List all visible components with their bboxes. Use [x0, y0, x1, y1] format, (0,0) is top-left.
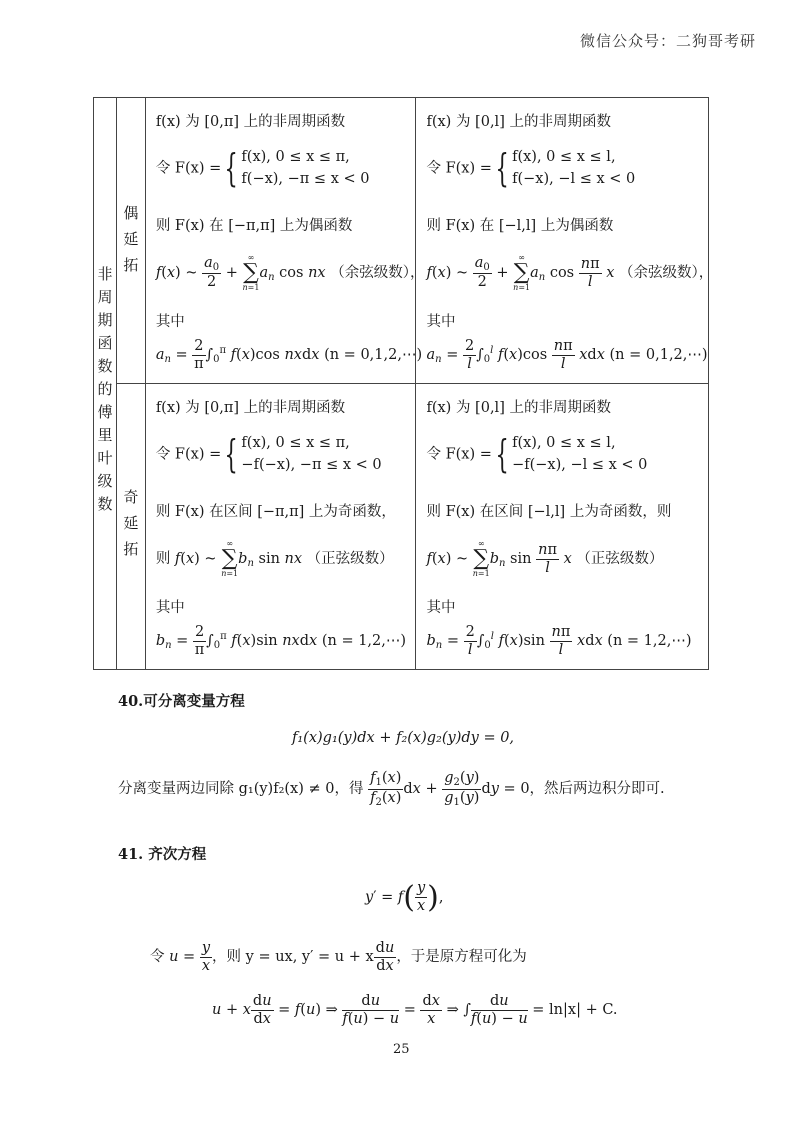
section-40-equation: f₁(x)g₁(y)dx + f₂(x)g₂(y)dy = 0, — [292, 730, 515, 746]
odd-left-conclusion: 则 F(x) 在区间 [−π,π] 上为奇函数， — [155, 504, 396, 520]
even-left-where: 其中 — [155, 314, 185, 330]
odd-right-conclusion: 则 F(x) 在区间 [−l,l] 上为奇函数，则 — [426, 504, 672, 520]
odd-left-premise: f(x) 为 [0,π] 上的非周期函数 — [155, 400, 346, 416]
odd-right-definition: 令 F(x) ={ f(x), 0 ≤ x ≤ l, −f(−x), −l ≤ x < 0 — [426, 432, 648, 477]
even-left-premise: f(x) 为 [0,π] 上的非周期函数 — [155, 114, 346, 130]
page-header-source: 微信公众号：二狗哥考研 — [579, 32, 756, 50]
odd-label: 奇 延 拓 — [123, 488, 139, 558]
odd-label-cell — [116, 384, 145, 670]
group-label-cell — [94, 98, 117, 670]
even-right-premise: f(x) 为 [0,l] 上的非周期函数 — [426, 114, 611, 130]
page-number: 25 — [393, 1042, 410, 1057]
odd-right-coefficient: $b_n$ = $\frac{2}{l}$ $\int_0^l$ f(x)sin $\frac{n\pi}{l}$ xdx (n = 1,2,⋯) — [426, 624, 692, 658]
even-right-definition: 令 F(x) ={ f(x), 0 ≤ x ≤ l, f(−x), −l ≤ x < 0 — [426, 146, 636, 191]
odd-right-premise: f(x) 为 [0,l] 上的非周期函数 — [426, 400, 611, 416]
group-label: 非 周 期 函 数 的 傅 里 叶 级 数 — [97, 265, 113, 513]
section-40-separation: 分离变量两边同除 g₁(y)f₂(x) ≠ 0，得 $\frac{f_1(x)}{f_2(x)}$ dx + $\frac{g_2(y)}{g_1(y)}$ dy = 0，然后两边积分即可. — [118, 770, 665, 808]
section-41-equation: y′ = f( $\frac{y}{x}$ ), — [365, 880, 444, 915]
odd-left-cell — [145, 384, 416, 670]
section-40-title: 40.可分离变量方程 — [118, 693, 245, 710]
odd-right-series: f(x) ~ ∞ ∑ n=1 $b_n$ sin $\frac{n\pi}{l}$ x （正弦级数） — [426, 539, 664, 578]
odd-left-coefficient: $b_n$ = $\frac{2}{\pi}$ $\int_0^\pi$ f(x)sin nxdx (n = 1,2,⋯) — [155, 624, 407, 658]
odd-right-where: 其中 — [426, 600, 456, 616]
even-label: 偶 延 拓 — [123, 204, 139, 274]
odd-left-where: 其中 — [155, 600, 185, 616]
section-41-title: 41. 齐次方程 — [118, 846, 207, 863]
section-41-result: u + x $\frac{du}{dx}$ = f(u) ⇒ $\frac{du}{f(u) - u}$ = $\frac{dx}{x}$ ⇒ ∫ $\frac{du}{f(u) - u}$ = ln|x| + C. — [212, 993, 618, 1027]
even-right-series: f(x) ~ $\frac{a_0}{2}$ + ∞ ∑ n=1 $a_n$ cos $\frac{n\pi}{l}$ x （余弦级数）， — [426, 253, 714, 292]
even-label-cell — [116, 98, 145, 384]
even-right-coefficient: $a_n$ = $\frac{2}{l}$ $\int_0^l$ f(x)cos $\frac{n\pi}{l}$ xdx (n = 0,1,2,⋯) — [426, 338, 708, 372]
odd-left-definition: 令 F(x) ={ f(x), 0 ≤ x ≤ π, −f(−x), −π ≤ x < 0 — [155, 432, 382, 477]
even-right-cell — [416, 98, 714, 384]
even-right-conclusion: 则 F(x) 在 [−l,l] 上为偶函数 — [426, 218, 614, 234]
odd-left-series: 则 f(x) ~ ∞ ∑ n=1 $b_n$ sin nx （正弦级数） — [155, 539, 394, 578]
even-left-definition: 令 F(x) ={ f(x), 0 ≤ x ≤ π, f(−x), −π ≤ x < 0 — [155, 146, 370, 191]
even-left-coefficient: $a_n$ = $\frac{2}{\pi}$ $\int_0^\pi$ f(x)cos nxdx (n = 0,1,2,⋯) — [155, 338, 423, 372]
even-left-cell — [145, 98, 425, 384]
even-left-conclusion: 则 F(x) 在 [−π,π] 上为偶函数 — [155, 218, 353, 234]
even-left-series: f(x) ~ $\frac{a_0}{2}$ + ∞ ∑ n=1 $a_n$ cos nx （余弦级数）， — [155, 253, 425, 292]
section-41-substitution: 令 u = $\frac{y}{x}$ ，则 y = ux, y′ = u + x $\frac{du}{dx}$ ，于是原方程可化为 — [150, 940, 527, 974]
even-right-where: 其中 — [426, 314, 456, 330]
odd-right-cell — [416, 384, 709, 670]
fourier-extension-table — [93, 97, 714, 670]
